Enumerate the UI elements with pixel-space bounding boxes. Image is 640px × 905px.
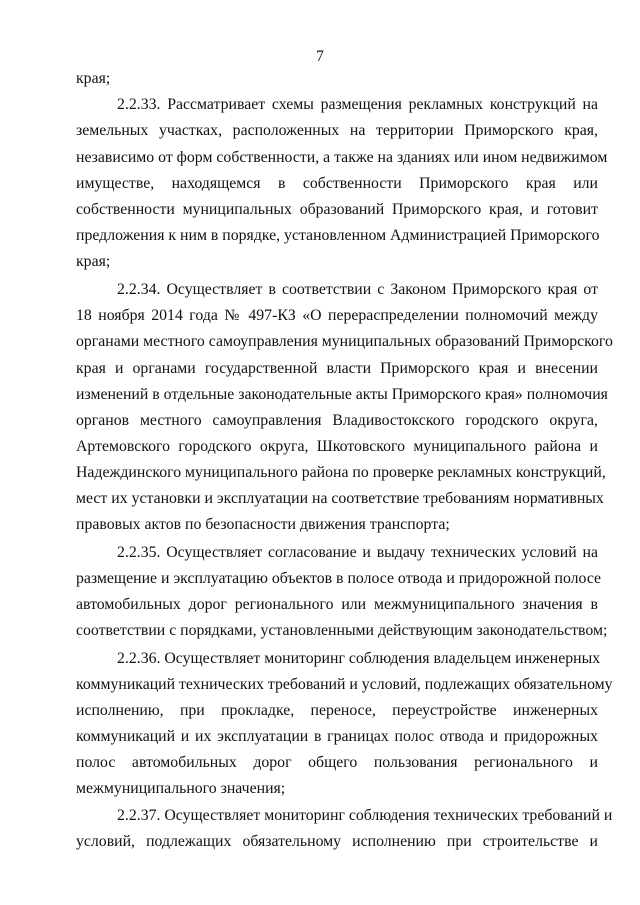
text-line: соответствии с порядками, установленными действующим законодательством;: [76, 622, 608, 639]
text-line: Надеждинского муниципального района по проверке рекламных конструкций,: [76, 464, 606, 481]
text-line: 2.2.37. Осуществляет мониторинг соблюдения технических требований и: [117, 807, 613, 824]
text-line: земельных участках, расположенных на территории Приморского края,: [76, 122, 598, 139]
text-line: собственности муниципальных образований Приморского края, и готовит: [76, 201, 598, 218]
text-line: края;: [76, 70, 111, 87]
text-line: независимо от форм собственности, а также на зданиях или ином недвижимом: [76, 149, 608, 166]
text-line: 2.2.34. Осуществляет в соответствии с Законом Приморского края от: [117, 281, 598, 298]
text-line: органами местного самоуправления муниципальных образований Приморского: [76, 333, 613, 350]
text-line: коммуникаций технических требований и условий, подлежащих обязательному: [76, 676, 613, 693]
text-line: 2.2.33. Рассматривает схемы размещения рекламных конструкций на: [117, 96, 598, 113]
text-line: края и органами государственной власти Приморского края и внесении: [76, 360, 598, 377]
text-line: 2.2.35. Осуществляет согласование и выдачу технических условий на: [117, 544, 598, 561]
page-number: 7: [316, 48, 324, 65]
text-line: 18 ноября 2014 года № 497-КЗ «О перераспределении полномочий между: [76, 307, 598, 324]
text-line: органов местного самоуправления Владивостокского городского округа,: [76, 412, 598, 429]
text-line: автомобильных дорог регионального или межмуниципального значения в: [76, 596, 598, 613]
text-line: правовых актов по безопасности движения транспорта;: [76, 516, 450, 533]
text-line: Артемовского городского округа, Шкотовского муниципального района и: [76, 438, 598, 455]
text-line: изменений в отдельные законодательные акты Приморского края» полномочия: [76, 386, 608, 403]
text-line: края;: [76, 253, 111, 270]
text-line: коммуникаций и их эксплуатации в границах полос отвода и придорожных: [76, 728, 598, 745]
text-line: имуществе, находящемся в собственности Приморского края или: [76, 175, 598, 192]
text-line: межмуниципального значения;: [76, 780, 286, 797]
text-line: полос автомобильных дорог общего пользования регионального и: [76, 754, 598, 771]
text-line: предложения к ним в порядке, установленном Администрацией Приморского: [76, 227, 600, 244]
text-line: исполнению, при прокладке, переносе, переустройстве инженерных: [76, 702, 598, 719]
text-line: мест их установки и эксплуатации на соответствие требованиям нормативных: [76, 490, 604, 507]
text-line: условий, подлежащих обязательному исполнению при строительстве и: [76, 833, 598, 850]
text-line: размещение и эксплуатацию объектов в полосе отвода и придорожной полосе: [76, 570, 602, 587]
text-line: 2.2.36. Осуществляет мониторинг соблюдения владельцем инженерных: [117, 650, 601, 667]
